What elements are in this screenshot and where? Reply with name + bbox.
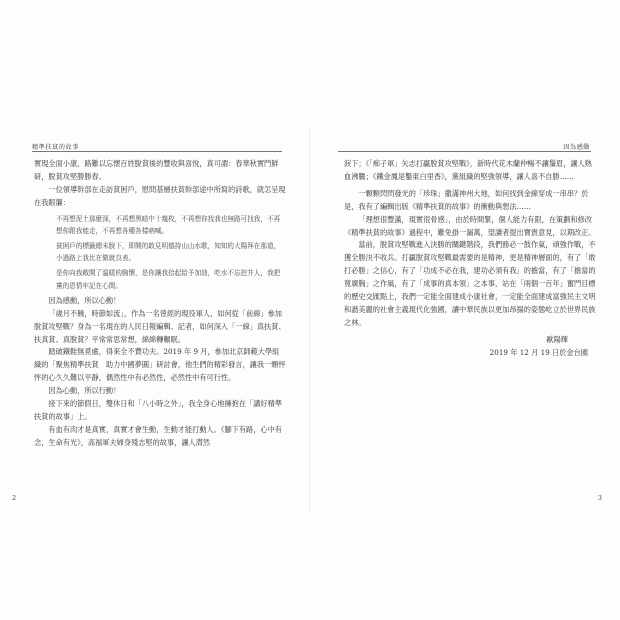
paragraph: 有血有肉才是真實，真實才會生動，生動才能打動人。《腳下有路，心中有念，生命有光》，高福軍夫婦身殘志堅的故事，讓人潸然 <box>34 424 282 447</box>
poem-quote: 貧困戶的標籤總未脫下，即開的敢見明德持山山水歌，知知的大陽拜在那道，小過路上我比在做就良表。 <box>56 242 281 263</box>
paragraph: 因為心動，所以行動！ <box>48 386 121 396</box>
paragraph: 當前，脫貧攻堅戰進入決勝的關鍵階段，我們務必一鼓作氣，頑強作戰，不獲全勝決不收兵。打贏脫貧攻堅戰最需要的是精神，更是精神層面的，有了「敢打必勝」之信心，有了「功成不必在我，建功必須有我」的擔當，有了「擔當的寬廣胸」之作風，有了「成事的真本領」之本事，站在「兩個一百年」奮鬥目標的歷史交匯點上，我們一定能全面建成小康社會，一定能全面建成富強民主文明和諧美麗的社會主義現代化強國，讓中華民族以更加昂揚的姿態屹立於世界民族之林。 <box>344 240 596 327</box>
paragraph: 「理想很豐滿，現實很骨感」，由於時間緊，個人能力有限，在策劃和修改《精準扶貧的故事》過程中，難免掛一漏萬，望讀者提出寶貴意見，以期改正。 <box>344 214 596 237</box>
paragraph: 一位領導幹部在走訪貧困戶，慰問基層扶貧幹部途中所寫的詩歌，就怎呈現在我眼簾： <box>34 184 286 207</box>
header-rule <box>338 151 591 152</box>
signature-date: 2019 年 12 月 19 日於金台園 <box>489 347 588 357</box>
page-number: 3 <box>597 494 602 502</box>
paragraph: 「歲月不饒，時節如流」，作為一名曾經的現役軍人，如何從「前線」參加脫貧攻堅戰？身為一名現在的人民日報編輯、記者，如何深入「一線」真扶貧、扶真貧、真脫貧？平常常思常想，綿綿轉輾眠。 <box>34 308 286 344</box>
running-head: 精準扶貧的故事 <box>32 144 79 151</box>
poem-quote: 是你向我敞開了溫暖的胸懷，是你讓我拾起給予加油，吃水不忘挖井人，我把黨的恩情牢記在心間。 <box>56 269 281 290</box>
header-rule <box>32 151 282 152</box>
paragraph: 踏破鐵鞋無覓處，得來全不費功夫。2019 年 9 月，參加北京師範大學組織的「聚焦精準扶貧 助力中國夢圓」研討會，他生們的精彩發言，讓我一顆怦怦的心久久難以平靜，偶然性中有必然性，必然性中有可行性。 <box>34 347 286 383</box>
paragraph: 實現全面小康，路難以忘懷百姓脫貧後的豐收與喜悅，真可謂：春華秋實鬥鮮研，脫貧攻堅勝勝春。 <box>34 159 279 181</box>
paragraph: 接下來的節假日，雙休日和「八小時之外」，我全身心地擁抱在「講好精準扶貧的故事」上。 <box>34 399 282 421</box>
author-signature: 歐陽輝 <box>546 334 568 344</box>
poem-quote: 不再想泥土那麼深，不再想黑暗中十幾枚，不再想你找我也無路可找我，不再想你跟我能走，不再想各種各樣吶喊。 <box>56 214 281 235</box>
page-number: 2 <box>12 494 17 502</box>
running-head: 因為感動 <box>563 144 590 151</box>
paragraph: 一顆顆閃閃發光的「珍珠」撒滿神州大地，如何找到金線穿成一串串？於是，我有了編輯出版《精準扶貧的故事》的衝動與想法…… <box>344 188 589 211</box>
right-page <box>310 0 620 620</box>
body-text <box>344 158 596 360</box>
paragraph: 因為感動，所以心動！ <box>48 295 121 305</box>
body-text <box>34 158 286 450</box>
paragraph: 淚下；《「痴子軍」矢志打贏脫貧攻堅戰》，新時代花木蘭仲暢不讓鬚眉，讓人熱血沸騰；《鐵金鳳是鑿東白里香》，黨組織的堅強領導，讓人喜不自勝…… <box>344 159 592 181</box>
